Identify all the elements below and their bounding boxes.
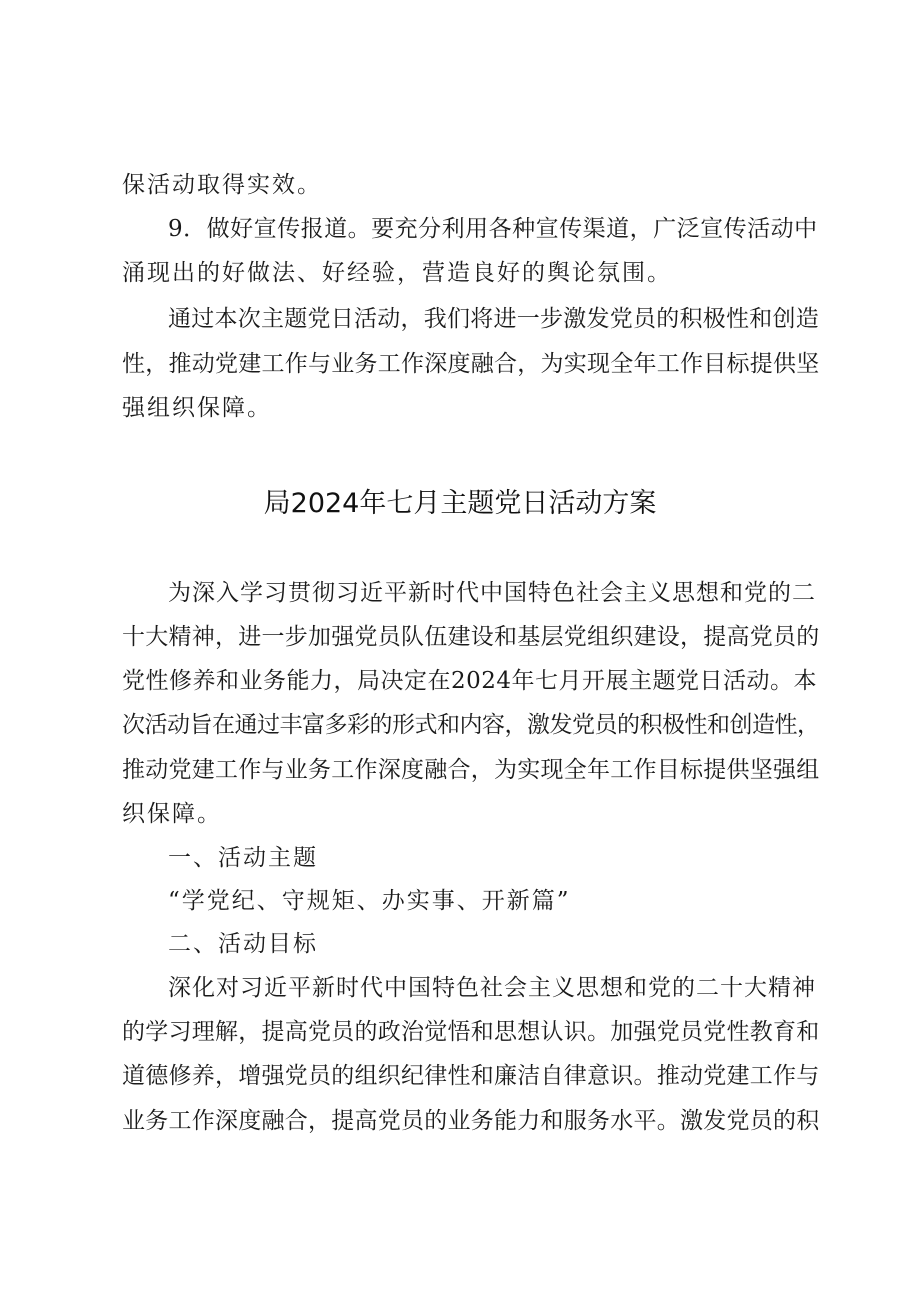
- paragraph-line: 涌现出的好做法、好经验，营造良好的舆论氛围。: [122, 260, 672, 286]
- paragraph-line: 保活动取得实效。: [122, 172, 322, 198]
- paragraph-line: 性，推动党建工作与业务工作深度融合，为实现全年工作目标提供坚: [122, 351, 820, 377]
- paragraph-line: 织保障。: [122, 801, 222, 827]
- paragraph-line: 通过本次主题党日活动，我们将进一步激发党员的积极性和创造: [168, 306, 819, 332]
- paragraph-line: 十大精神，进一步加强党员队伍建设和基层党组织建设，提高党员的: [122, 624, 820, 650]
- document-title: 局2024年七月主题党日活动方案: [263, 488, 657, 519]
- paragraph-line: 9．做好宣传报道。要充分利用各种宣传渠道，广泛宣传活动中: [168, 216, 818, 242]
- paragraph-line: 强组织保障。: [122, 395, 272, 421]
- section-heading: 二、活动目标: [168, 931, 318, 957]
- paragraph-line: 为深入学习贯彻习近平新时代中国特色社会主义思想和党的二: [168, 580, 816, 606]
- paragraph-line: 的学习理解，提高党员的政治觉悟和思想认识。加强党员党性教育和: [122, 1019, 820, 1045]
- paragraph-line: 次活动旨在通过丰富多彩的形式和内容，激发党员的积极性和创造性，: [122, 712, 820, 738]
- paragraph-line: 党性修养和业务能力，局决定在2024年七月开展主题党日活动。本: [122, 668, 818, 694]
- paragraph-line: 业务工作深度融合，提高党员的业务能力和服务水平。激发党员的积: [122, 1108, 820, 1134]
- paragraph-line: 深化对习近平新时代中国特色社会主义思想和党的二十大精神: [168, 975, 816, 1001]
- paragraph-line: 推动党建工作与业务工作深度融合，为实现全年工作目标提供坚强组: [122, 757, 820, 783]
- section-heading: 一、活动主题: [168, 845, 318, 871]
- activity-theme: “学党纪、守规矩、办实事、开新篇”: [168, 888, 571, 914]
- paragraph-line: 道德修养，增强党员的组织纪律性和廉洁自律意识。推动党建工作与: [122, 1063, 820, 1089]
